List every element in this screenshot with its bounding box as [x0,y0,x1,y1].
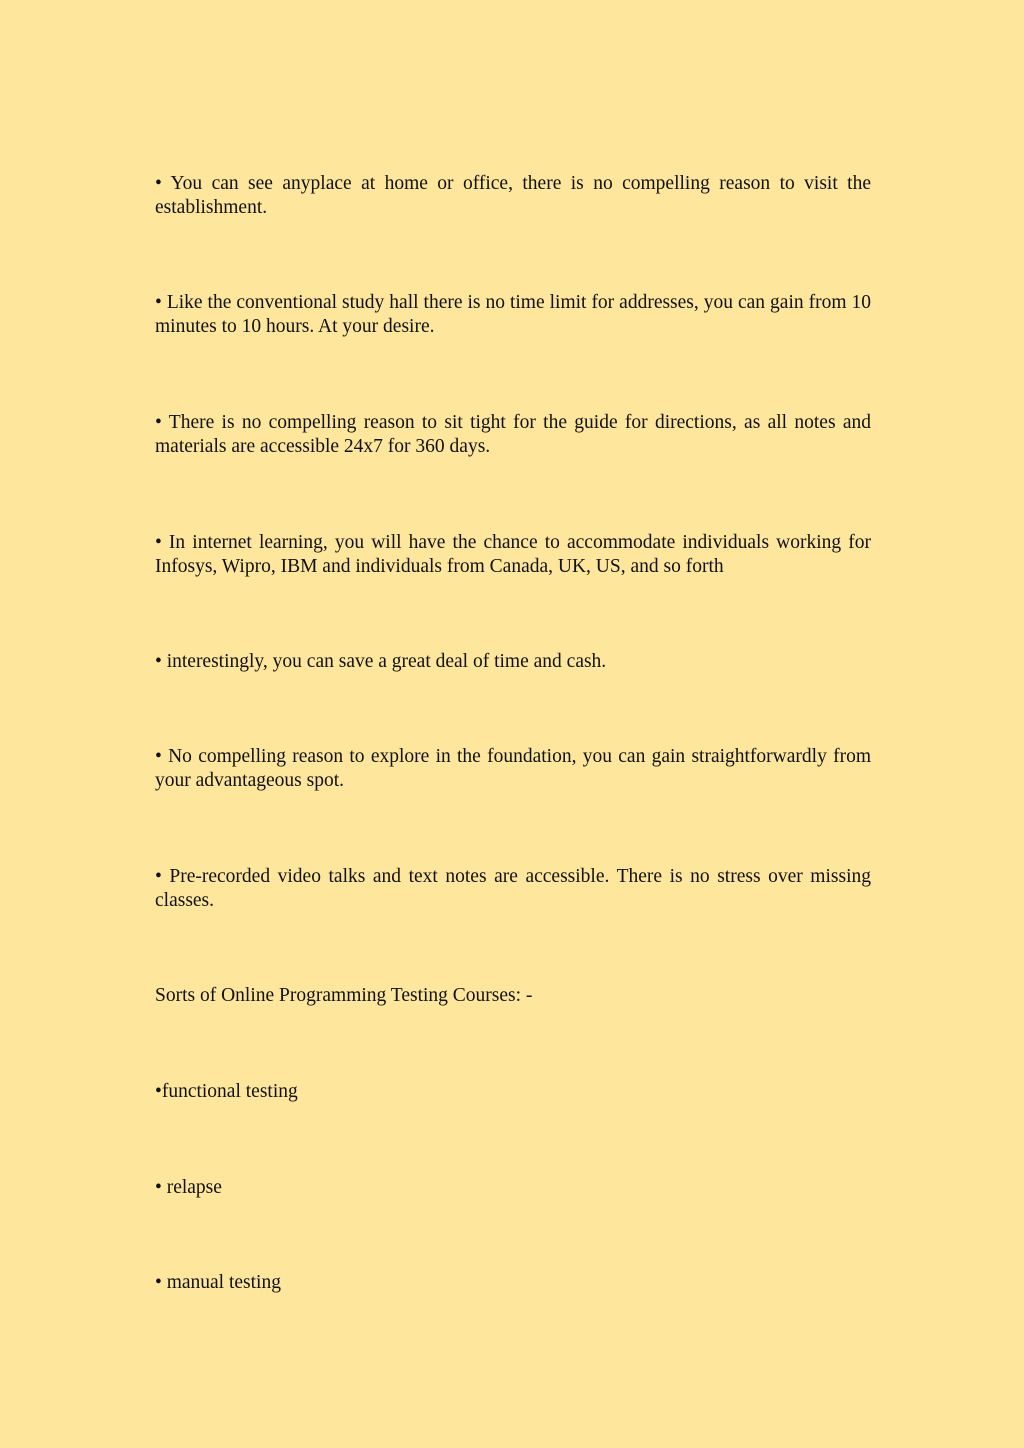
course-list-item: • manual testing [155,1272,281,1293]
document-page [155,0,871,1448]
section-heading: Sorts of Online Programming Testing Courses: - [155,985,533,1006]
bullet-paragraph: • There is no compelling reason to sit tight for the guide for directions, as all notes and materials are accessible 24x7 for 360 days. [155,412,871,457]
bullet-paragraph: • In internet learning, you will have the chance to accommodate individuals working for Infosys, Wipro, IBM and individuals from Canada, UK, US, and so forth [155,532,871,577]
course-list-item: • relapse [155,1177,222,1198]
bullet-paragraph: • No compelling reason to explore in the foundation, you can gain straightforwardly from your advantageous spot. [155,746,871,791]
bullet-paragraph: • interestingly, you can save a great deal of time and cash. [155,651,607,672]
bullet-paragraph: • You can see anyplace at home or office, there is no compelling reason to visit the establishment. [155,173,871,218]
bullet-paragraph: • Like the conventional study hall there is no time limit for addresses, you can gain from 10 minutes to 10 hours. At your desire. [155,292,871,337]
bullet-paragraph: • Pre-recorded video talks and text notes are accessible. There is no stress over missing classes. [155,866,871,911]
course-list-item: •functional testing [155,1081,298,1102]
